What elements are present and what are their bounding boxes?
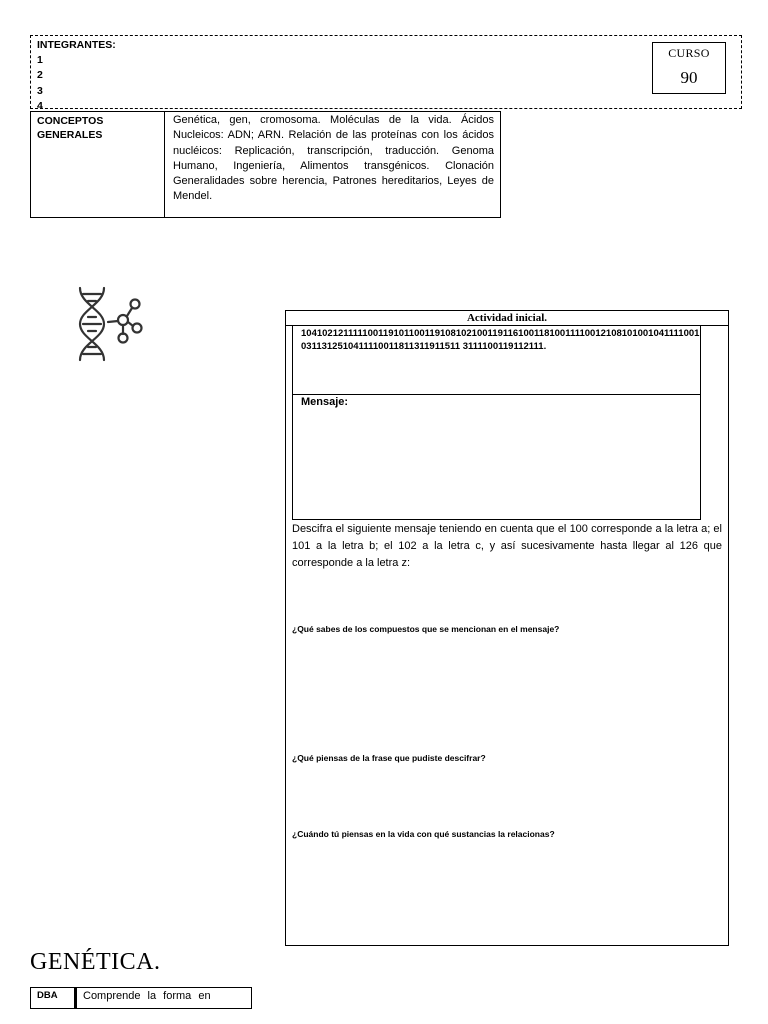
- dna-icon: [66, 284, 146, 364]
- conceptos-text: Genética, gen, cromosoma. Moléculas de la vida. Ácidos Nucleicos: ADN; ARN. Relación de las proteínas con los ácidos nucléicos: Replicación, transcripción, traducción. Genoma Humano, Ingeniería, Alimentos transgénicos. Clonación Generalidades sobre herencia, Patrones hereditarios, Leyes de Mendel.: [173, 114, 494, 203]
- member-number: 1: [37, 54, 43, 67]
- curso-box: [652, 42, 726, 94]
- mensaje-answer-area[interactable]: [292, 395, 701, 520]
- dba-label: DBA: [30, 987, 75, 1009]
- integrantes-list: [37, 38, 116, 114]
- integrantes-label: INTEGRANTES:: [37, 39, 116, 51]
- actividad-box: [285, 310, 729, 946]
- curso-value: 90: [680, 68, 698, 87]
- question-2: ¿Qué piensas de la frase que pudiste descifrar?: [292, 753, 486, 763]
- instructions-text: Descifra el siguiente mensaje teniendo en cuenta que el 100 corresponde a la letra a; el 101 a la letra b; el 102 a la letra c, y así sucesivamente hasta llegar al 126 que corresponde a la letra z:: [292, 523, 722, 569]
- dba-text: Comprende la forma en: [75, 987, 252, 1009]
- member-number: 2: [37, 69, 43, 82]
- integrantes-box: [30, 35, 742, 112]
- code-message: 104102121111100119101100119108102100119116100118100111100121081010010411110010311312510411110011811311911511 3111100119112111.: [292, 325, 701, 395]
- page-title: GENÉTICA.: [30, 949, 161, 975]
- mensaje-label: Mensaje:: [301, 396, 349, 408]
- curso-label: CURSO: [668, 46, 710, 60]
- member-number: 3: [37, 84, 43, 97]
- conceptos-table: [30, 111, 501, 218]
- member-number: 4: [37, 99, 43, 112]
- conceptos-label: CONCEPTOS GENERALES: [31, 112, 165, 217]
- actividad-title: Actividad inicial.: [286, 311, 728, 326]
- question-3: ¿Cuándo tú piensas en la vida con qué sustancias la relacionas?: [292, 829, 555, 839]
- question-1: ¿Qué sabes de los compuestos que se mencionan en el mensaje?: [292, 624, 560, 634]
